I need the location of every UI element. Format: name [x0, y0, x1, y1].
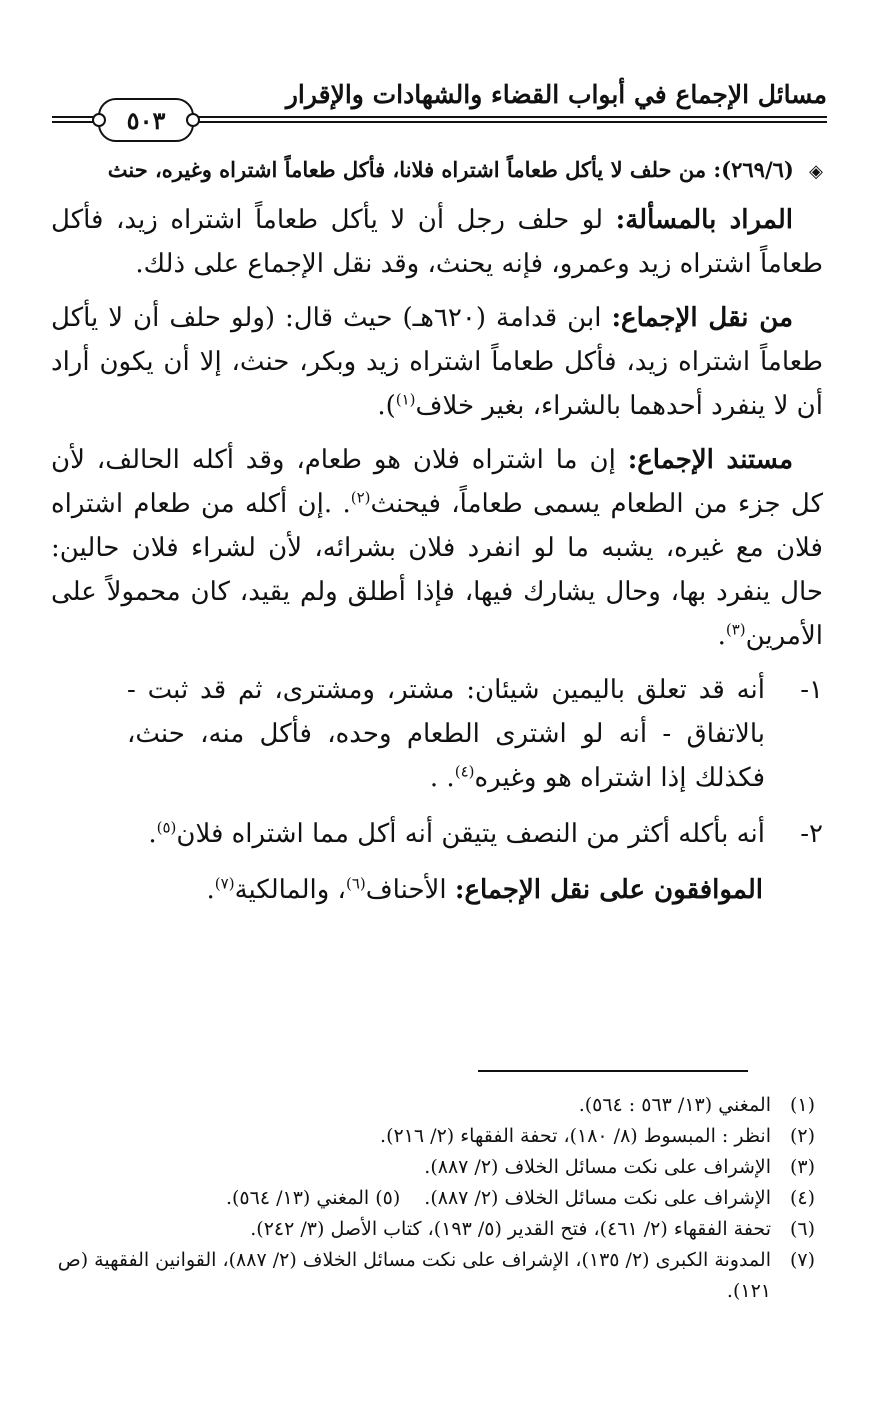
point-text: أنه بأكله أكثر من النصف يتيقن أنه أكل مما اشتراه فلان [176, 819, 765, 849]
footnote-number: (٧) [789, 1249, 815, 1271]
footnotes [55, 1090, 815, 1307]
footnote-text [55, 1183, 771, 1214]
list-item-number: ٢- [800, 819, 823, 849]
header-rule [191, 116, 827, 118]
footnote [55, 1121, 815, 1152]
header-rule-left [52, 121, 96, 123]
footnote-5-number: (٥) [375, 1187, 401, 1209]
footnote-ref[interactable]: (٣) [725, 620, 746, 639]
list-item [51, 668, 823, 800]
footnote-5-text: المغني (١٣/ ٥٦٤). [225, 1187, 370, 1209]
list-item-text [51, 668, 765, 800]
page-header [52, 78, 827, 135]
footnote [55, 1152, 815, 1183]
meaning-text: لو حلف رجل أن لا يأكل طعاماً اشتراه زيد، فأكل طعاماً اشتراه زيد وعمرو، فإنه يحنث، وقد نقل الإجماع على ذلك. [51, 205, 823, 279]
agreeing-label: الموافقون على نقل الإجماع: [454, 875, 763, 905]
footnote-text: تحفة الفقهاء (٢/ ٤٦١)، فتح القدير (٥/ ١٩٣)، كتاب الأصل (٣/ ٢٤٢). [250, 1218, 771, 1240]
footnote [55, 1245, 815, 1307]
footnote-ref[interactable]: (٧) [214, 874, 235, 893]
footnote-ref[interactable]: (٦) [345, 874, 366, 893]
transmission-text: ابن قدامة (٦٢٠هـ) حيث قال: (ولو حلف أن لا يأكل طعاماً اشتراه زيد، فأكل طعاماً اشتراه زيد وبكر، حنث، إلا أن يكون أراد أن لا ينفرد أحدهما بالشراء، بغير خلاف [51, 303, 823, 421]
diamond-bullet-icon: ◈ [809, 161, 823, 182]
footnote-number: (٦) [789, 1218, 815, 1240]
meaning-label: المراد بالمسألة: [615, 205, 794, 235]
basis-label: مستند الإجماع: [627, 445, 794, 475]
footnote-ref[interactable]: (٢) [350, 488, 371, 507]
footnote-separator [478, 1070, 748, 1072]
footnote-number: (٢) [789, 1125, 815, 1147]
transmission-end: ). [377, 391, 396, 421]
footnote-ref[interactable]: (٤) [454, 762, 475, 781]
footnote-text: المدونة الكبرى (٢/ ١٣٥)، الإشراف على نكت مسائل الخلاف (٢/ ٨٨٧)، القوانين الفقهية (ص ١٢١). [57, 1249, 771, 1302]
footnote-text: المغني (١٣/ ٥٦٣ : ٥٦٤). [578, 1094, 771, 1116]
footnote [55, 1214, 815, 1245]
agreeing-maliki: ، والمالكية [234, 875, 346, 905]
footnote-ref[interactable]: (٥) [156, 818, 177, 837]
issue-title: من حلف لا يأكل طعاماً اشتراه فلانا، فأكل طعاماً اشتراه وغيره، حنث [107, 157, 707, 182]
basis-text-2: . .إن أكله من طعام اشتراه فلان مع غيره، يشبه ما لو انفرد فلان بشرائه، لأن لشراء فلان حالين: حال ينفرد بها، وحال يشارك فيها، فإذا أطلق ولم يقيد، كان محمولاً على الأمرين [51, 489, 823, 651]
list-item-number: ١- [800, 675, 823, 705]
footnote-number: (١) [789, 1094, 815, 1116]
point-text: أنه قد تعلق باليمين شيئان: مشتر، ومشترى، ثم قد ثبت - بالاتفاق - أنه لو اشترى الطعام وحده، فأكل منه، حنث، فكذلك إذا اشتراه هو وغيره [127, 675, 765, 793]
footnote-text: الإشراف على نكت مسائل الخلاف (٢/ ٨٨٧). [424, 1156, 771, 1178]
agreeing-end: . [206, 875, 215, 905]
footnote-number: (٣) [789, 1156, 815, 1178]
agreeing-hanafi: الأحناف [365, 875, 447, 905]
point-end: . [148, 819, 157, 849]
transmission-label: من نقل الإجماع: [611, 303, 794, 333]
issue-number: (٢٦٩/٦): [713, 157, 794, 182]
running-title: مسائل الإجماع في أبواب القضاء والشهادات والإقرار [285, 80, 827, 109]
list-item [51, 812, 823, 856]
footnote-text: انظر : المبسوط (٨/ ١٨٠)، تحفة الفقهاء (٢/ ٢١٦). [380, 1125, 771, 1147]
basis-end: . [717, 621, 726, 651]
meaning-paragraph [51, 198, 823, 286]
list-item-text [51, 812, 765, 856]
issue-heading [51, 150, 823, 192]
footnote [55, 1090, 815, 1121]
footnote-number: (٤) [789, 1187, 815, 1209]
header-rule-left [52, 116, 96, 118]
footnote-4-text: الإشراف على نكت مسائل الخلاف (٢/ ٨٨٧). [424, 1187, 771, 1209]
page-number: ٥٠٣ [126, 105, 166, 135]
basis-text-1: إن ما اشتراه فلان هو طعام، وقد أكله الحالف، لأن كل جزء من الطعام يسمى طعاماً، فيحنث [51, 445, 823, 519]
footnote-ref[interactable]: (١) [395, 390, 416, 409]
header-rule [191, 121, 827, 123]
main-text [51, 150, 823, 912]
point-end: . . [429, 763, 455, 793]
page-number-ornament [98, 98, 194, 142]
footnote [55, 1183, 815, 1214]
transmission-paragraph [51, 296, 823, 428]
basis-paragraph [51, 438, 823, 658]
agreeing-paragraph [51, 868, 823, 912]
